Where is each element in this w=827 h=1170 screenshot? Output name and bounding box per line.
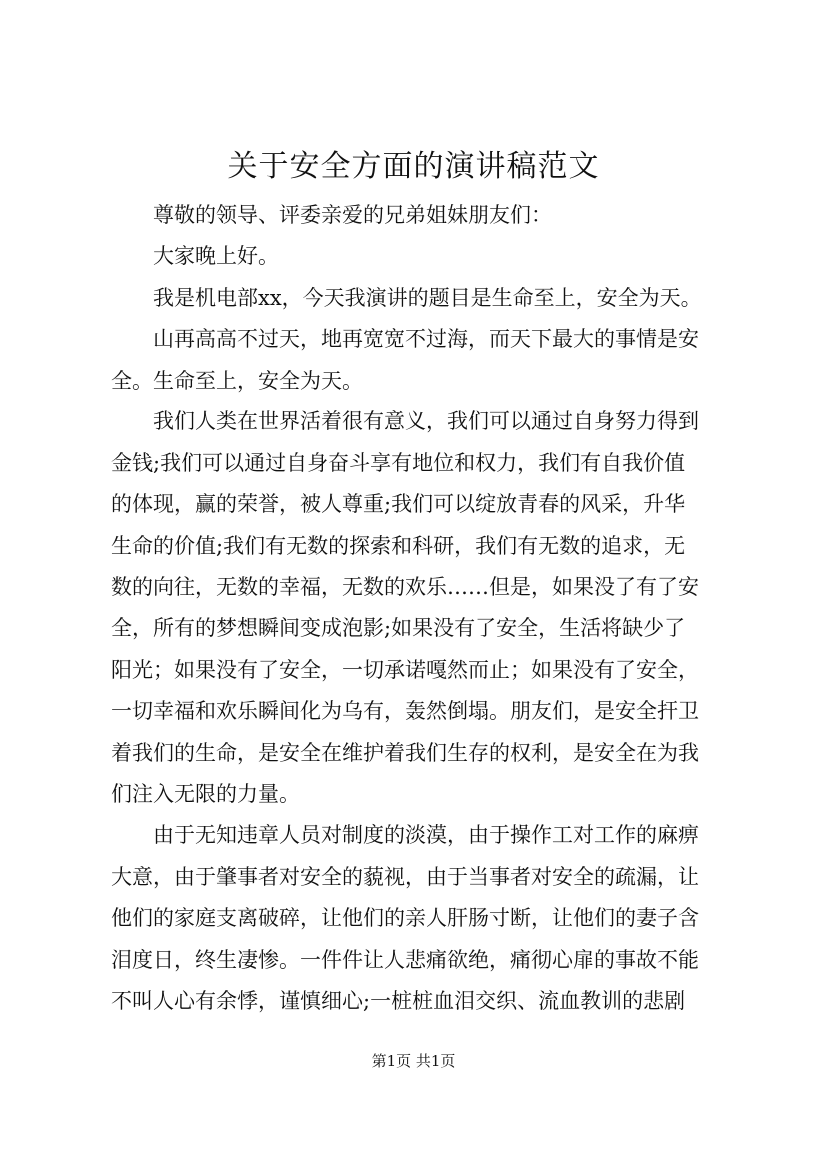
body-line: 全，所有的梦想瞬间变成泡影;如果没有了安全，生活将缺少了 (111, 616, 686, 640)
body-line: 一切幸福和欢乐瞬间化为乌有，轰然倒塌。朋友们，是安全扞卫 (111, 699, 699, 723)
body-line: 不叫人心有余悸，谨慎细心;一桩桩血泪交织、流血教训的悲剧 (111, 989, 686, 1013)
body-line: 我是机电部xx，今天我演讲的题目是生命至上，安全为天。 (111, 286, 702, 310)
body-line: 的体现，赢的荣誉，被人尊重;我们可以绽放青春的风采，升华 (111, 492, 686, 516)
body-line: 我们人类在世界活着很有意义，我们可以通过自身努力得到 (111, 409, 699, 433)
body-line: 生命的价值;我们有无数的探索和科研，我们有无数的追求，无 (111, 534, 686, 558)
body-line: 山再高高不过天，地再宽宽不过海，而天下最大的事情是安 (111, 327, 699, 351)
body-line: 大意，由于肇事者对安全的藐视，由于当事者对安全的疏漏，让 (111, 865, 699, 889)
body-line: 着我们的生命，是安全在维护着我们生存的权利，是安全在为我 (111, 741, 699, 765)
body-line: 尊敬的领导、评委亲爱的兄弟姐妹朋友们： (111, 203, 552, 227)
body-line: 阳光；如果没有了安全，一切承诺嘎然而止；如果没有了安全， (111, 658, 699, 682)
body-line: 泪度日，终生凄惨。一件件让人悲痛欲绝，痛彻心扉的事故不能 (111, 948, 699, 972)
body-line: 数的向往，无数的幸福，无数的欢乐……但是，如果没了有了安 (111, 575, 699, 599)
body-line: 他们的家庭支离破碎，让他们的亲人肝肠寸断，让他们的妻子含 (111, 906, 699, 930)
document-title: 关于安全方面的演讲稿范文 (227, 149, 600, 184)
body-line: 由于无知违章人员对制度的淡漠，由于操作工对工作的麻痹 (111, 823, 699, 847)
body-line: 全。生命至上，安全为天。 (111, 369, 363, 393)
page-number: 第1页 共1页 (371, 1052, 456, 1070)
body-line: 大家晚上好。 (111, 244, 279, 268)
body-line: 们注入无限的力量。 (111, 782, 300, 806)
body-line: 金钱;我们可以通过自身奋斗享有地位和权力，我们有自我价值 (111, 451, 686, 475)
